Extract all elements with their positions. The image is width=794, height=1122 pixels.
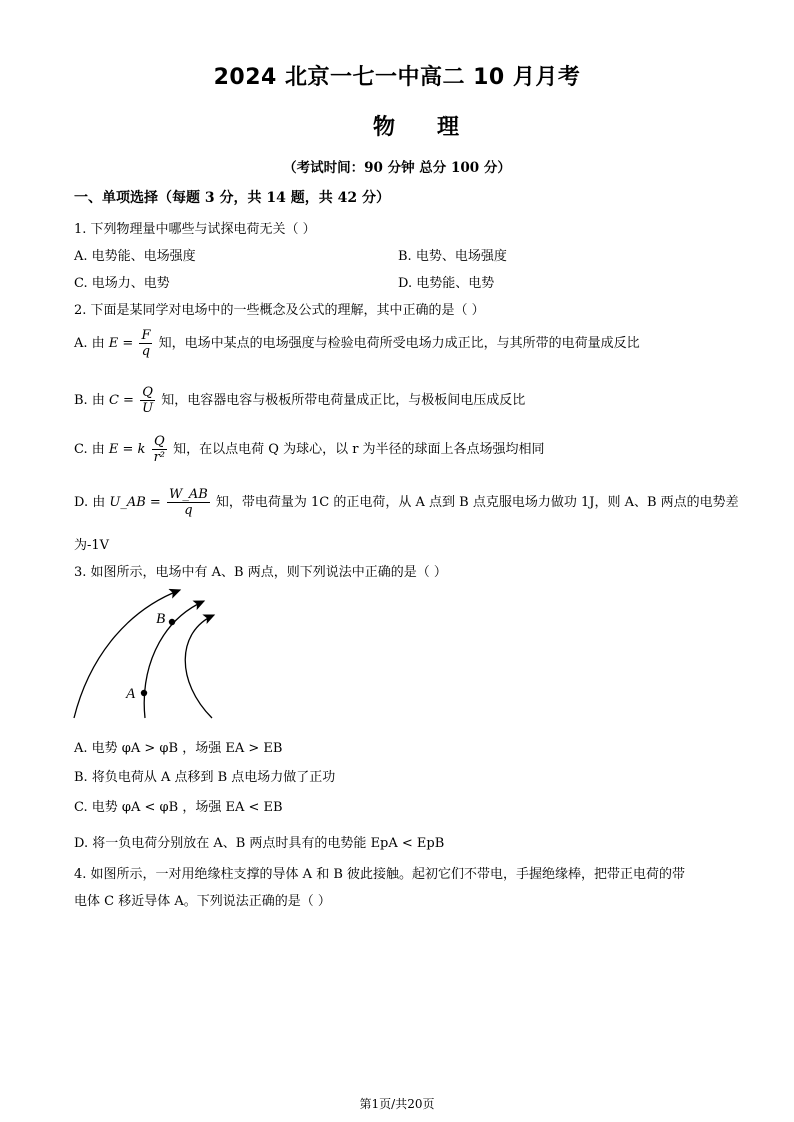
section-heading: 一、单项选择（每题 3 分，共 14 题，共 42 分） <box>74 190 390 206</box>
q2-d-den: q <box>184 503 193 518</box>
q2-d-prefix: D. 由 <box>74 495 106 510</box>
q3-option-a: A. 电势 φA > φB ，场强 EA > EB <box>74 741 283 756</box>
q2-option-c <box>74 434 545 465</box>
q2-a-fraction <box>139 328 152 359</box>
q2-a-text: 知，电场中某点的电场强度与检验电荷所受电场力成正比，与其所带的电荷量成反比 <box>158 336 640 351</box>
q3-option-b: B. 将负电荷从 A 点移到 B 点电场力做了正功 <box>74 770 336 785</box>
q2-b-lhs: C = <box>108 393 134 408</box>
q2-option-a <box>74 328 640 359</box>
q2-stem: 2. 下面是某同学对电场中的一些概念及公式的理解，其中正确的是（ ） <box>74 303 485 318</box>
q3-option-c: C. 电势 φA < φB ，场强 EA < EB <box>74 800 283 815</box>
q1-stem: 1. 下列物理量中哪些与试探电荷无关（ ） <box>74 222 316 237</box>
q3-stem: 3. 如图所示，电场中有 A、B 两点，则下列说法中正确的是（ ） <box>74 565 447 580</box>
q2-a-num: F <box>141 328 151 343</box>
q2-option-d <box>74 487 739 518</box>
q2-b-num: Q <box>140 385 155 401</box>
q2-option-d-cont: 为-1V <box>74 538 110 553</box>
q3-option-d: D. 将一负电荷分别放在 A、B 两点时具有的电势能 EpA < EpB <box>74 836 445 851</box>
q2-a-lhs: E = <box>108 336 134 351</box>
q2-option-b <box>74 385 525 416</box>
q4-stem-line2: 电体 C 移近导体 A。下列说法正确的是（ ） <box>74 894 331 909</box>
subject-title: 物理 <box>372 115 501 140</box>
point-a-dot <box>141 690 147 696</box>
point-a-label: A <box>126 686 136 702</box>
page-number: 第1页/共20页 <box>359 1097 435 1111</box>
q2-b-prefix: B. 由 <box>74 393 105 408</box>
field-line-right <box>185 615 214 718</box>
q2-a-prefix: A. 由 <box>74 336 105 351</box>
q2-d-lhs: U_AB = <box>109 495 161 510</box>
q2-b-fraction <box>140 385 155 416</box>
q2-c-lhs: E = k <box>108 442 146 457</box>
q2-b-text: 知，电容器电容与极板所带电荷量成正比，与极板间电压成反比 <box>161 393 526 408</box>
point-b-dot <box>169 619 175 625</box>
q2-c-den: r² <box>153 450 165 465</box>
q2-a-den: q <box>141 344 151 359</box>
q1-option-b: B. 电势、电场强度 <box>398 249 507 264</box>
q2-c-prefix: C. 由 <box>74 442 105 457</box>
page-title: 2024 北京一七一中高二 10 月月考 <box>213 65 581 90</box>
point-b-label: B <box>156 611 166 627</box>
q2-b-den: U <box>142 401 154 416</box>
q1-option-a: A. 电势能、电场强度 <box>74 249 196 264</box>
q1-option-d: D. 电势能、电势 <box>398 276 495 291</box>
q2-c-fraction <box>152 434 167 465</box>
q2-c-num: Q <box>152 434 167 450</box>
q2-d-num: W_AB <box>168 487 208 502</box>
q3-field-lines-figure <box>68 582 228 724</box>
q2-d-fraction <box>167 487 210 518</box>
q2-d-text: 知，带电荷量为 1C 的正电荷，从 A 点到 B 点克服电场力做功 1J，则 A、B 两点的电势差 <box>215 495 739 510</box>
q2-c-text: 知，在以点电荷 Q 为球心，以 r 为半径的球面上各点场强均相同 <box>173 442 545 457</box>
q4-stem-line1: 4. 如图所示，一对用绝缘柱支撑的导体 A 和 B 彼此接触。起初它们不带电，手握绝缘棒，把带正电荷的带 <box>74 867 686 882</box>
exam-info: （考试时间：90 分钟 总分 100 分） <box>283 160 511 176</box>
field-line-middle <box>144 601 204 718</box>
q1-option-c: C. 电场力、电势 <box>74 276 170 291</box>
